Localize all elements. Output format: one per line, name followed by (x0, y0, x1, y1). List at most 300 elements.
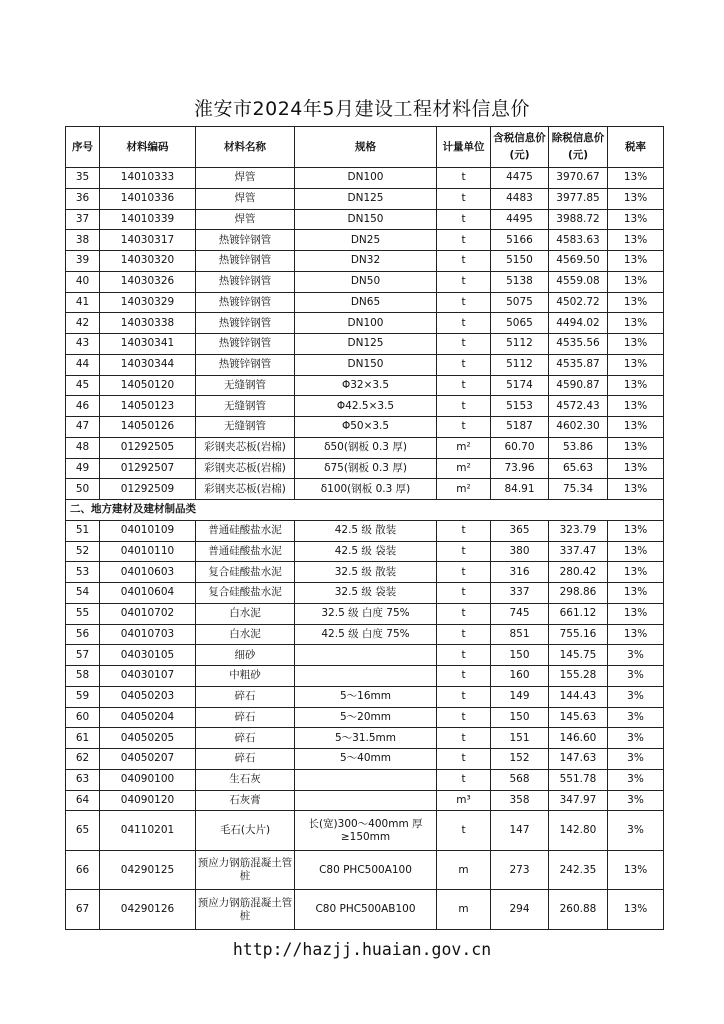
seq-cell: 40 (66, 271, 100, 292)
unit-cell: t (437, 769, 491, 790)
net-price-cell: 242.35 (549, 850, 608, 890)
tax-price-cell: 5065 (491, 313, 549, 334)
name-cell: 普通硅酸盐水泥 (196, 520, 295, 541)
rate-cell: 3% (608, 769, 664, 790)
unit-cell: m² (437, 437, 491, 458)
seq-cell: 59 (66, 686, 100, 707)
unit-cell: t (437, 334, 491, 355)
net-price-cell: 4602.30 (549, 417, 608, 438)
code-cell: 04010702 (100, 603, 196, 624)
table-row (66, 230, 664, 251)
table-row (66, 850, 664, 890)
code-cell: 04010703 (100, 624, 196, 645)
rate-cell: 3% (608, 645, 664, 666)
tax-price-cell: 5138 (491, 271, 549, 292)
rate-cell: 3% (608, 666, 664, 687)
header-spec: 规格 (295, 127, 437, 168)
code-cell: 14030326 (100, 271, 196, 292)
code-cell: 14030341 (100, 334, 196, 355)
code-cell: 04010109 (100, 520, 196, 541)
tax-price-cell: 5112 (491, 354, 549, 375)
spec-cell: DN32 (295, 251, 437, 272)
tax-price-cell: 150 (491, 707, 549, 728)
header-net-price: 除税信息价(元) (549, 127, 608, 168)
name-cell: 预应力钢筋混凝土管桩 (196, 850, 295, 890)
rate-cell: 13% (608, 520, 664, 541)
name-cell: 碎石 (196, 728, 295, 749)
name-cell: 无缝钢管 (196, 417, 295, 438)
rate-cell: 3% (608, 749, 664, 770)
net-price-cell: 147.63 (549, 749, 608, 770)
unit-cell: m (437, 890, 491, 930)
spec-cell: 42.5 级 白度 75% (295, 624, 437, 645)
net-price-cell: 755.16 (549, 624, 608, 645)
tax-price-cell: 5075 (491, 292, 549, 313)
unit-cell: t (437, 396, 491, 417)
spec-cell: DN100 (295, 313, 437, 334)
seq-cell: 55 (66, 603, 100, 624)
unit-cell: t (437, 168, 491, 189)
table-row (66, 375, 664, 396)
code-cell: 14050126 (100, 417, 196, 438)
table-row (66, 396, 664, 417)
tax-price-cell: 5153 (491, 396, 549, 417)
unit-cell: t (437, 417, 491, 438)
name-cell: 石灰膏 (196, 790, 295, 811)
name-cell: 碎石 (196, 707, 295, 728)
net-price-cell: 4535.87 (549, 354, 608, 375)
code-cell: 04050203 (100, 686, 196, 707)
seq-cell: 43 (66, 334, 100, 355)
tax-price-cell: 294 (491, 890, 549, 930)
seq-cell: 49 (66, 458, 100, 479)
spec-cell: δ100(钢板 0.3 厚) (295, 479, 437, 500)
code-cell: 14050120 (100, 375, 196, 396)
spec-cell: DN50 (295, 271, 437, 292)
tax-price-cell: 5112 (491, 334, 549, 355)
code-cell: 04090120 (100, 790, 196, 811)
seq-cell: 58 (66, 666, 100, 687)
tax-price-cell: 5166 (491, 230, 549, 251)
table-row (66, 890, 664, 930)
rate-cell: 13% (608, 271, 664, 292)
rate-cell: 13% (608, 850, 664, 890)
rate-cell: 13% (608, 396, 664, 417)
table-row (66, 790, 664, 811)
spec-cell: 32.5 级 袋装 (295, 583, 437, 604)
code-cell: 04110201 (100, 811, 196, 851)
section-row-group (66, 500, 664, 521)
name-cell: 白水泥 (196, 603, 295, 624)
unit-cell: t (437, 707, 491, 728)
spec-cell: Φ32×3.5 (295, 375, 437, 396)
name-cell: 焊管 (196, 188, 295, 209)
rate-cell: 13% (608, 890, 664, 930)
page-title: 淮安市2024年5月建设工程材料信息价 (194, 98, 530, 120)
spec-cell: 5～16mm (295, 686, 437, 707)
unit-cell: t (437, 251, 491, 272)
seq-cell: 60 (66, 707, 100, 728)
unit-cell: m³ (437, 790, 491, 811)
spec-cell: δ50(钢板 0.3 厚) (295, 437, 437, 458)
spec-cell (295, 769, 437, 790)
rate-cell: 13% (608, 624, 664, 645)
spec-cell: δ75(钢板 0.3 厚) (295, 458, 437, 479)
spec-cell: 长(宽)300～400mm 厚≥150mm (295, 811, 437, 851)
net-price-cell: 298.86 (549, 583, 608, 604)
unit-cell: t (437, 728, 491, 749)
seq-cell: 36 (66, 188, 100, 209)
rate-cell: 13% (608, 292, 664, 313)
rate-cell: 13% (608, 437, 664, 458)
name-cell: 热镀锌钢管 (196, 251, 295, 272)
unit-cell: t (437, 313, 491, 334)
net-price-cell: 146.60 (549, 728, 608, 749)
table-row (66, 188, 664, 209)
name-cell: 彩钢夹芯板(岩棉) (196, 479, 295, 500)
rate-cell: 13% (608, 354, 664, 375)
table-row (66, 666, 664, 687)
unit-cell: t (437, 292, 491, 313)
spec-cell: DN150 (295, 354, 437, 375)
seq-cell: 62 (66, 749, 100, 770)
net-price-cell: 4583.63 (549, 230, 608, 251)
header-seq: 序号 (66, 127, 100, 168)
rate-cell: 13% (608, 313, 664, 334)
section-label: 二、地方建材及建材制品类 (66, 500, 664, 521)
name-cell: 彩钢夹芯板(岩棉) (196, 437, 295, 458)
unit-cell: t (437, 375, 491, 396)
seq-cell: 67 (66, 890, 100, 930)
code-cell: 01292509 (100, 479, 196, 500)
spec-cell: DN65 (295, 292, 437, 313)
spec-cell: DN25 (295, 230, 437, 251)
seq-cell: 47 (66, 417, 100, 438)
spec-cell: 32.5 级 散装 (295, 562, 437, 583)
spec-cell: Φ50×3.5 (295, 417, 437, 438)
spec-cell: 5～40mm (295, 749, 437, 770)
table-row (66, 624, 664, 645)
table-row (66, 209, 664, 230)
unit-cell: t (437, 520, 491, 541)
code-cell: 04050207 (100, 749, 196, 770)
rate-cell: 3% (608, 811, 664, 851)
code-cell: 04010603 (100, 562, 196, 583)
unit-cell: t (437, 271, 491, 292)
tax-price-cell: 60.70 (491, 437, 549, 458)
unit-cell: t (437, 645, 491, 666)
unit-cell: m² (437, 479, 491, 500)
rate-cell: 3% (608, 728, 664, 749)
table-body-local (66, 520, 664, 811)
rate-cell: 13% (608, 251, 664, 272)
table-row (66, 811, 664, 851)
table-row (66, 334, 664, 355)
seq-cell: 61 (66, 728, 100, 749)
section-row (66, 500, 664, 521)
tax-price-cell: 851 (491, 624, 549, 645)
name-cell: 无缝钢管 (196, 375, 295, 396)
unit-cell: t (437, 188, 491, 209)
tax-price-cell: 152 (491, 749, 549, 770)
net-price-cell: 4572.43 (549, 396, 608, 417)
seq-cell: 35 (66, 168, 100, 189)
table-row (66, 313, 664, 334)
table-row (66, 749, 664, 770)
net-price-cell: 4535.56 (549, 334, 608, 355)
seq-cell: 37 (66, 209, 100, 230)
unit-cell: t (437, 603, 491, 624)
tax-price-cell: 365 (491, 520, 549, 541)
tax-price-cell: 316 (491, 562, 549, 583)
table-body-steel (66, 168, 664, 500)
net-price-cell: 144.43 (549, 686, 608, 707)
tax-price-cell: 147 (491, 811, 549, 851)
name-cell: 热镀锌钢管 (196, 230, 295, 251)
code-cell: 04010604 (100, 583, 196, 604)
spec-cell (295, 666, 437, 687)
seq-cell: 45 (66, 375, 100, 396)
net-price-cell: 4494.02 (549, 313, 608, 334)
rate-cell: 13% (608, 479, 664, 500)
spec-cell: C80 PHC500A100 (295, 850, 437, 890)
rate-cell: 3% (608, 686, 664, 707)
net-price-cell: 4502.72 (549, 292, 608, 313)
name-cell: 生石灰 (196, 769, 295, 790)
tax-price-cell: 4475 (491, 168, 549, 189)
seq-cell: 51 (66, 520, 100, 541)
tax-price-cell: 160 (491, 666, 549, 687)
spec-cell: 5～31.5mm (295, 728, 437, 749)
net-price-cell: 3977.85 (549, 188, 608, 209)
table-row (66, 645, 664, 666)
rate-cell: 13% (608, 603, 664, 624)
net-price-cell: 75.34 (549, 479, 608, 500)
spec-cell (295, 645, 437, 666)
rate-cell: 13% (608, 375, 664, 396)
net-price-cell: 145.75 (549, 645, 608, 666)
table-row (66, 479, 664, 500)
spec-cell: DN125 (295, 188, 437, 209)
table-body-tall (66, 811, 664, 930)
rate-cell: 3% (608, 790, 664, 811)
seq-cell: 63 (66, 769, 100, 790)
name-cell: 白水泥 (196, 624, 295, 645)
unit-cell: t (437, 562, 491, 583)
seq-cell: 44 (66, 354, 100, 375)
table-row (66, 251, 664, 272)
code-cell: 14030344 (100, 354, 196, 375)
rate-cell: 13% (608, 417, 664, 438)
rate-cell: 13% (608, 230, 664, 251)
seq-cell: 64 (66, 790, 100, 811)
tax-price-cell: 5187 (491, 417, 549, 438)
code-cell: 04050204 (100, 707, 196, 728)
name-cell: 彩钢夹芯板(岩棉) (196, 458, 295, 479)
footer-url: http://hazjj.huaian.gov.cn (232, 940, 492, 959)
name-cell: 普通硅酸盐水泥 (196, 541, 295, 562)
spec-cell: DN125 (295, 334, 437, 355)
table-row (66, 437, 664, 458)
tax-price-cell: 5150 (491, 251, 549, 272)
net-price-cell: 661.12 (549, 603, 608, 624)
table-row (66, 520, 664, 541)
net-price-cell: 280.42 (549, 562, 608, 583)
rate-cell: 13% (608, 541, 664, 562)
header-code: 材料编码 (100, 127, 196, 168)
name-cell: 碎石 (196, 749, 295, 770)
code-cell: 14010339 (100, 209, 196, 230)
table-row (66, 292, 664, 313)
name-cell: 热镀锌钢管 (196, 334, 295, 355)
name-cell: 焊管 (196, 168, 295, 189)
table-row (66, 769, 664, 790)
name-cell: 热镀锌钢管 (196, 354, 295, 375)
code-cell: 14030317 (100, 230, 196, 251)
name-cell: 焊管 (196, 209, 295, 230)
seq-cell: 38 (66, 230, 100, 251)
code-cell: 14010336 (100, 188, 196, 209)
header-unit: 计量单位 (437, 127, 491, 168)
table-row (66, 541, 664, 562)
unit-cell: t (437, 624, 491, 645)
code-cell: 04050205 (100, 728, 196, 749)
table-row (66, 603, 664, 624)
spec-cell: DN100 (295, 168, 437, 189)
name-cell: 复合硅酸盐水泥 (196, 562, 295, 583)
rate-cell: 13% (608, 583, 664, 604)
name-cell: 热镀锌钢管 (196, 292, 295, 313)
header-name: 材料名称 (196, 127, 295, 168)
name-cell: 无缝钢管 (196, 396, 295, 417)
code-cell: 01292507 (100, 458, 196, 479)
code-cell: 14030338 (100, 313, 196, 334)
rate-cell: 13% (608, 562, 664, 583)
unit-cell: t (437, 811, 491, 851)
unit-cell: t (437, 230, 491, 251)
net-price-cell: 260.88 (549, 890, 608, 930)
seq-cell: 52 (66, 541, 100, 562)
table-row (66, 458, 664, 479)
name-cell: 预应力钢筋混凝土管桩 (196, 890, 295, 930)
tax-price-cell: 151 (491, 728, 549, 749)
tax-price-cell: 380 (491, 541, 549, 562)
seq-cell: 66 (66, 850, 100, 890)
unit-cell: t (437, 209, 491, 230)
spec-cell (295, 790, 437, 811)
name-cell: 中粗砂 (196, 666, 295, 687)
seq-cell: 53 (66, 562, 100, 583)
seq-cell: 48 (66, 437, 100, 458)
header-tax-price: 含税信息价(元) (491, 127, 549, 168)
code-cell: 04090100 (100, 769, 196, 790)
net-price-cell: 65.63 (549, 458, 608, 479)
seq-cell: 65 (66, 811, 100, 851)
net-price-cell: 337.47 (549, 541, 608, 562)
tax-price-cell: 84.91 (491, 479, 549, 500)
table-row (66, 417, 664, 438)
tax-price-cell: 4495 (491, 209, 549, 230)
seq-cell: 56 (66, 624, 100, 645)
seq-cell: 46 (66, 396, 100, 417)
net-price-cell: 4569.50 (549, 251, 608, 272)
unit-cell: m (437, 850, 491, 890)
net-price-cell: 4559.08 (549, 271, 608, 292)
code-cell: 14030329 (100, 292, 196, 313)
header-rate: 税率 (608, 127, 664, 168)
table-header-row (66, 127, 664, 168)
code-cell: 14050123 (100, 396, 196, 417)
seq-cell: 50 (66, 479, 100, 500)
rate-cell: 13% (608, 458, 664, 479)
code-cell: 01292505 (100, 437, 196, 458)
table-row (66, 562, 664, 583)
tax-price-cell: 73.96 (491, 458, 549, 479)
unit-cell: t (437, 541, 491, 562)
seq-cell: 57 (66, 645, 100, 666)
code-cell: 04290125 (100, 850, 196, 890)
table-row (66, 271, 664, 292)
code-cell: 04290126 (100, 890, 196, 930)
seq-cell: 42 (66, 313, 100, 334)
table-row (66, 728, 664, 749)
tax-price-cell: 745 (491, 603, 549, 624)
name-cell: 细砂 (196, 645, 295, 666)
spec-cell: 5～20mm (295, 707, 437, 728)
spec-cell: 42.5 级 袋装 (295, 541, 437, 562)
net-price-cell: 142.80 (549, 811, 608, 851)
price-table (65, 126, 664, 930)
spec-cell: C80 PHC500AB100 (295, 890, 437, 930)
net-price-cell: 323.79 (549, 520, 608, 541)
unit-cell: t (437, 749, 491, 770)
spec-cell: 42.5 级 散装 (295, 520, 437, 541)
code-cell: 04010110 (100, 541, 196, 562)
table-row (66, 583, 664, 604)
table-row (66, 707, 664, 728)
spec-cell: DN150 (295, 209, 437, 230)
spec-cell: Φ42.5×3.5 (295, 396, 437, 417)
name-cell: 复合硅酸盐水泥 (196, 583, 295, 604)
unit-cell: m² (437, 458, 491, 479)
seq-cell: 54 (66, 583, 100, 604)
net-price-cell: 551.78 (549, 769, 608, 790)
net-price-cell: 155.28 (549, 666, 608, 687)
spec-cell: 32.5 级 白度 75% (295, 603, 437, 624)
net-price-cell: 3988.72 (549, 209, 608, 230)
tax-price-cell: 150 (491, 645, 549, 666)
code-cell: 04030107 (100, 666, 196, 687)
unit-cell: t (437, 666, 491, 687)
net-price-cell: 347.97 (549, 790, 608, 811)
tax-price-cell: 337 (491, 583, 549, 604)
rate-cell: 13% (608, 334, 664, 355)
unit-cell: t (437, 583, 491, 604)
table-row (66, 686, 664, 707)
rate-cell: 13% (608, 168, 664, 189)
tax-price-cell: 273 (491, 850, 549, 890)
net-price-cell: 3970.67 (549, 168, 608, 189)
rate-cell: 13% (608, 209, 664, 230)
unit-cell: t (437, 686, 491, 707)
code-cell: 04030105 (100, 645, 196, 666)
table-row (66, 354, 664, 375)
name-cell: 碎石 (196, 686, 295, 707)
tax-price-cell: 568 (491, 769, 549, 790)
name-cell: 热镀锌钢管 (196, 313, 295, 334)
name-cell: 热镀锌钢管 (196, 271, 295, 292)
name-cell: 毛石(大片) (196, 811, 295, 851)
